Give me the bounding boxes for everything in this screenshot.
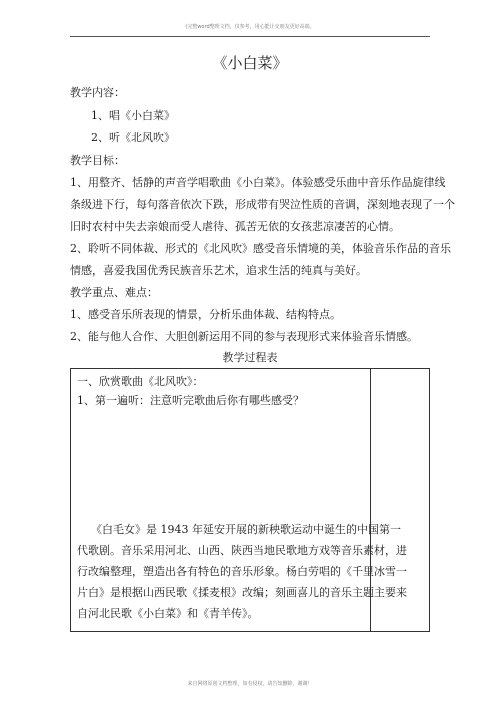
goal-line-1: 1、用整齐、恬静的声音学唱歌曲《小白菜》。体验感受乐曲中音乐作品旋律线 bbox=[70, 176, 446, 189]
content-heading: 教学内容： bbox=[70, 86, 125, 99]
document-title: 《小白菜》 bbox=[212, 54, 288, 72]
goal-line-4: 2、聆听不同体裁、形式的《北风吹》感受音乐情境的美，体验音乐作品的音乐 bbox=[70, 242, 451, 255]
goal-line-5: 情感，喜爱我国优秀民族音乐艺术，追求生活的纯真与美好。 bbox=[70, 264, 367, 277]
header-note: (完整word整理文档，仅参考，用心能让交朋友更好高端。 bbox=[185, 24, 315, 30]
table-caption: 教学过程表 bbox=[222, 351, 278, 364]
goal-heading: 教学目标： bbox=[70, 154, 125, 167]
table-line-1: 一、欣赏歌曲《北风吹》： bbox=[77, 375, 204, 388]
process-table bbox=[70, 368, 430, 632]
table-line-2: 1、第一遍听：注意听完歌曲后你有哪些感受？ bbox=[77, 394, 304, 407]
content-item-2: 2、听《北风吹》 bbox=[91, 131, 175, 144]
key-line-1: 1、感受音乐所表现的情景，分析乐曲体裁、结构特点。 bbox=[70, 308, 341, 321]
table-line-5: 行改编整理，塑造出各有特色的音乐形象。杨白劳唱的《千里冰雪一 bbox=[77, 565, 407, 578]
table-line-6: 片白》是根据山西民歌《揉麦根》改编；刻画喜儿的音乐主题主要来 bbox=[77, 586, 407, 599]
content-item-1: 1、唱《小白菜》 bbox=[91, 109, 175, 122]
table-line-7: 自河北民歌《小白菜》和《青羊传》。 bbox=[77, 607, 259, 620]
table-line-3: 《白毛女》是 1943 年延安开展的新秧歌运动中诞生的中国第一 bbox=[91, 523, 401, 536]
header-rule bbox=[70, 36, 430, 37]
goal-line-3: 旧时农村中失去亲娘而受人虐待、孤苦无依的女孩悲凉凄苦的心情。 bbox=[70, 220, 400, 233]
key-heading: 教学重点、难点： bbox=[70, 286, 158, 299]
key-line-2: 2、能与他人合作、大胆创新运用不同的参与表现形式来体验音乐情感。 bbox=[70, 330, 418, 343]
goal-line-2: 条级进下行，每句落音依次下跌，形成带有哭泣性质的音调，深刻地表现了一个 bbox=[70, 198, 455, 211]
footer-note: 来自网络原创文档整理，如有侵权，请告知删除，谢谢！ bbox=[187, 681, 313, 687]
table-line-4: 代歌剧。音乐采用河北、山西、陕西当地民歌地方戏等音乐素材，进 bbox=[77, 544, 407, 557]
